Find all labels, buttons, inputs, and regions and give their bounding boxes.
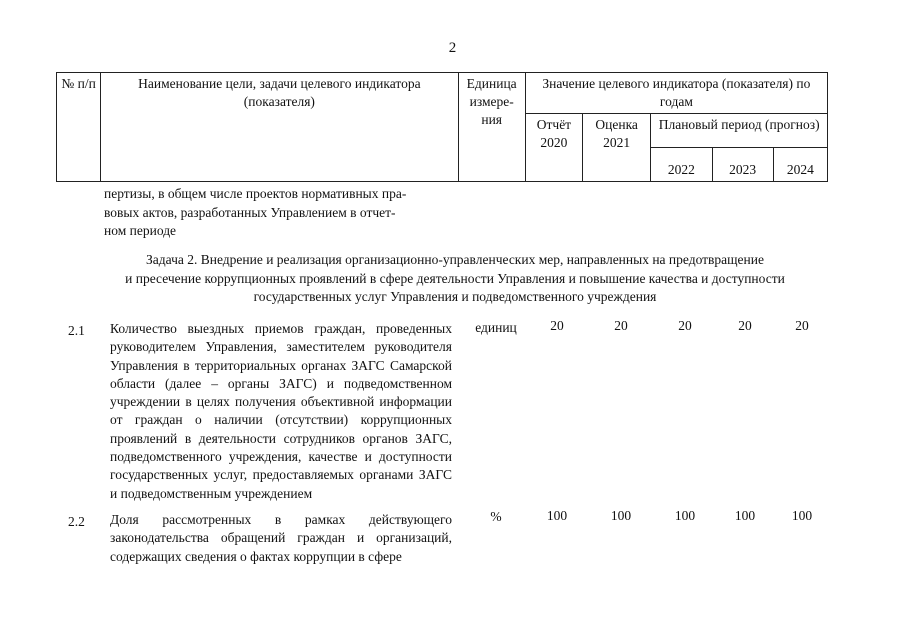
task-2-line: и пресечение коррупционных проявлений в сфере деятельности Управления и повышение качества и доступности xyxy=(125,270,785,286)
continuation-line: пертизы, в общем числе проектов нормативных пра- xyxy=(104,186,407,201)
continuation-text xyxy=(104,185,449,241)
row-text: Доля рассмотренных в рамках действующего законодательства обращений граждан и организаций, содержащих сведения о фактах коррупции в сфере xyxy=(110,512,452,564)
indicator-table-header xyxy=(56,72,828,182)
header-value-group: Значение целевого индикатора (показателя) по годам xyxy=(525,73,827,114)
header-num: № п/п xyxy=(57,73,101,182)
row-value: 100 xyxy=(546,508,568,523)
row-value: 20 xyxy=(678,318,692,333)
header-unit: Единица измере-ния xyxy=(458,73,525,182)
header-year: 2024 xyxy=(773,148,827,182)
page-number: 2 xyxy=(448,40,457,56)
row-value: 100 xyxy=(674,508,696,523)
row-value: 20 xyxy=(614,318,628,333)
continuation-line: ном периоде xyxy=(104,223,177,238)
header-year: 2022 xyxy=(651,148,712,182)
row-text: Количество выездных приемов граждан, проведенных руководителем Управления, заместителем руководителя Управления в территориальных органах ЗАГС Самарской области (далее – органы ЗАГС) и подведомственном учреждении в целях получения объективной информации от граждан о наличии (отсутствии) коррупционных проявлений в деятельности сотрудников органов ЗАГС, подведомственного учреждения, качестве и доступности государственных услуг, предоставляемых органами ЗАГС и подведомственным учреждением xyxy=(110,321,452,501)
row-value: 100 xyxy=(610,508,632,523)
task-2-heading xyxy=(60,251,850,307)
header-name: Наименование цели, задачи целевого индикатора (показателя) xyxy=(101,73,458,182)
continuation-line: вовых актов, разработанных Управлением в отчет- xyxy=(104,204,396,220)
header-plan: Плановый период (прогноз) xyxy=(651,114,828,148)
row-value: 20 xyxy=(795,318,809,333)
header-year: 2023 xyxy=(712,148,773,182)
row-unit: единиц xyxy=(475,320,517,335)
row-value: 20 xyxy=(550,318,564,333)
header-report: Отчёт 2020 xyxy=(525,114,582,182)
header-estimate: Оценка 2021 xyxy=(583,114,651,182)
row-value: 20 xyxy=(738,318,752,333)
row-value: 100 xyxy=(734,508,756,523)
row-unit: % xyxy=(490,509,502,524)
task-2-line: Задача 2. Внедрение и реализация организационно-управленческих мер, направленных на предотвращение xyxy=(146,252,764,267)
row-number: 2.1 xyxy=(68,323,85,338)
task-2-line: государственных услуг Управления и подведомственного учреждения xyxy=(253,289,657,304)
row-number: 2.2 xyxy=(68,514,85,529)
row-value: 100 xyxy=(791,508,813,523)
